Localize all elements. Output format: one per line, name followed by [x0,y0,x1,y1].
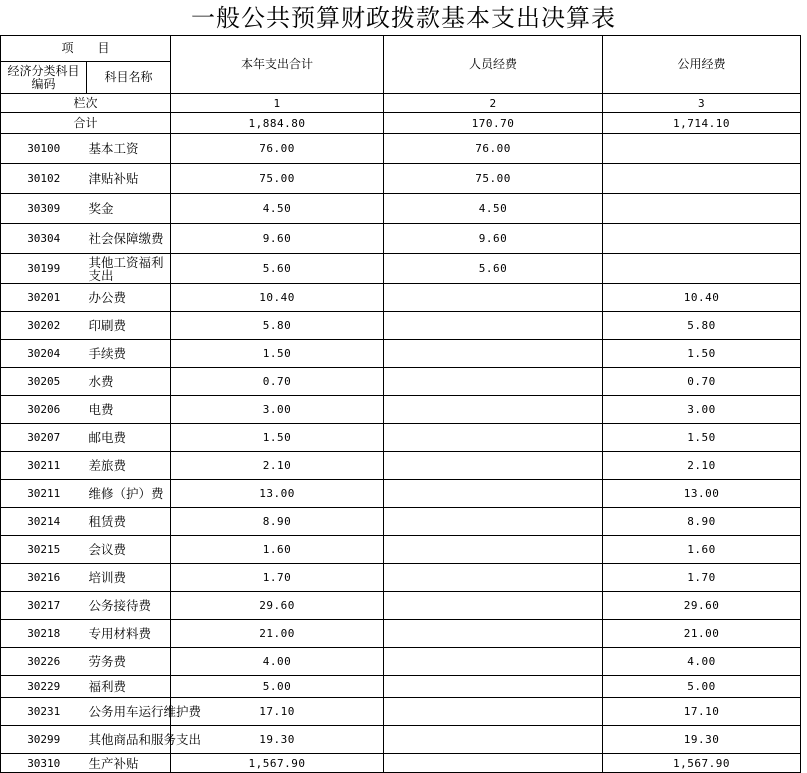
table-row [1,194,801,224]
row-code: 30211 [1,452,87,480]
name-header: 科目名称 [87,62,171,94]
total-row [1,113,801,134]
row-total: 5.00 [171,676,384,698]
row-total: 3.00 [171,396,384,424]
row-code: 30202 [1,312,87,340]
row-personnel [384,726,603,754]
row-public: 1.70 [603,564,801,592]
row-code: 30299 [1,726,87,754]
row-total: 10.40 [171,284,384,312]
row-name: 劳务费 [87,648,171,676]
table-row [1,340,801,368]
row-public [603,194,801,224]
item-header: 项 目 [1,36,171,62]
col-header-public: 公用经费 [603,36,801,94]
row-public: 10.40 [603,284,801,312]
row-name: 奖金 [87,194,171,224]
row-code: 30211 [1,480,87,508]
page-title: 一般公共预算财政拨款基本支出决算表 [191,4,616,32]
row-name: 会议费 [87,536,171,564]
table-row [1,134,801,164]
row-name: 培训费 [87,564,171,592]
row-personnel: 75.00 [384,164,603,194]
row-total: 76.00 [171,134,384,164]
row-total: 19.30 [171,726,384,754]
row-personnel [384,676,603,698]
row-code: 30218 [1,620,87,648]
row-name: 社会保障缴费 [87,224,171,254]
row-public: 5.00 [603,676,801,698]
row-total: 1.70 [171,564,384,592]
table-row [1,676,801,698]
table-row [1,648,801,676]
row-code: 30229 [1,676,87,698]
row-public: 1,567.90 [603,754,801,773]
row-total: 17.10 [171,698,384,726]
row-name: 办公费 [87,284,171,312]
col-header-personnel: 人员经费 [384,36,603,94]
row-public: 0.70 [603,368,801,396]
row-public: 21.00 [603,620,801,648]
table-row [1,726,801,754]
row-name: 专用材料费 [87,620,171,648]
row-public: 5.80 [603,312,801,340]
row-personnel [384,312,603,340]
row-public: 2.10 [603,452,801,480]
table-row [1,164,801,194]
row-name: 基本工资 [87,134,171,164]
row-code: 30217 [1,592,87,620]
row-name: 差旅费 [87,452,171,480]
row-name: 生产补贴 [87,754,171,773]
header-row-top [1,36,801,62]
row-personnel [384,592,603,620]
expenditure-table [0,35,801,773]
row-code: 30204 [1,340,87,368]
row-name: 电费 [87,396,171,424]
column-number-row [1,94,801,113]
row-personnel [384,536,603,564]
row-public: 1.60 [603,536,801,564]
total-public: 1,714.10 [603,113,801,134]
table-row [1,754,801,773]
row-public [603,134,801,164]
row-code: 30102 [1,164,87,194]
row-code: 30206 [1,396,87,424]
row-code: 30100 [1,134,87,164]
table-row [1,284,801,312]
row-total: 1,567.90 [171,754,384,773]
row-total: 5.80 [171,312,384,340]
row-name: 租赁费 [87,508,171,536]
row-personnel [384,754,603,773]
row-personnel: 9.60 [384,224,603,254]
row-personnel [384,620,603,648]
row-total: 29.60 [171,592,384,620]
row-code: 30226 [1,648,87,676]
row-total: 0.70 [171,368,384,396]
total-label: 合计 [1,113,171,134]
row-personnel [384,648,603,676]
row-public: 1.50 [603,340,801,368]
row-personnel: 76.00 [384,134,603,164]
row-personnel [384,564,603,592]
table-row [1,312,801,340]
row-public: 17.10 [603,698,801,726]
row-personnel: 4.50 [384,194,603,224]
row-public [603,164,801,194]
row-public: 4.00 [603,648,801,676]
total-personnel: 170.70 [384,113,603,134]
row-total: 13.00 [171,480,384,508]
row-code: 30201 [1,284,87,312]
column-number-2: 2 [384,94,603,113]
column-number-3: 3 [603,94,801,113]
row-public: 3.00 [603,396,801,424]
table-row [1,698,801,726]
row-total: 4.50 [171,194,384,224]
row-public: 8.90 [603,508,801,536]
table-row [1,424,801,452]
column-number-label: 栏次 [1,94,171,113]
row-name: 公务用车运行维护费 [87,698,171,726]
row-personnel [384,284,603,312]
row-total: 1.50 [171,340,384,368]
code-header: 经济分类科目编码 [1,62,87,94]
row-personnel: 5.60 [384,254,603,284]
row-name: 津贴补贴 [87,164,171,194]
table-row [1,564,801,592]
row-personnel [384,452,603,480]
row-personnel [384,424,603,452]
row-name: 印刷费 [87,312,171,340]
column-number-1: 1 [171,94,384,113]
row-code: 30205 [1,368,87,396]
row-public: 19.30 [603,726,801,754]
row-personnel [384,480,603,508]
row-name: 其他工资福利支出 [87,254,171,284]
row-total: 1.50 [171,424,384,452]
row-personnel [384,396,603,424]
row-name: 水费 [87,368,171,396]
row-code: 30304 [1,224,87,254]
table-row [1,480,801,508]
row-personnel [384,340,603,368]
row-name: 手续费 [87,340,171,368]
row-total: 21.00 [171,620,384,648]
row-personnel [384,698,603,726]
total-amount: 1,884.80 [171,113,384,134]
row-name: 维修（护）费 [87,480,171,508]
table-row [1,224,801,254]
row-code: 30214 [1,508,87,536]
table-row [1,508,801,536]
row-code: 30215 [1,536,87,564]
row-code: 30199 [1,254,87,284]
row-code: 30207 [1,424,87,452]
table-row [1,536,801,564]
row-name: 福利费 [87,676,171,698]
row-name: 邮电费 [87,424,171,452]
row-personnel [384,508,603,536]
row-public [603,224,801,254]
row-total: 75.00 [171,164,384,194]
row-code: 30309 [1,194,87,224]
row-public: 1.50 [603,424,801,452]
row-code: 30310 [1,754,87,773]
row-public [603,254,801,284]
row-code: 30231 [1,698,87,726]
row-name: 公务接待费 [87,592,171,620]
row-total: 8.90 [171,508,384,536]
table-row [1,368,801,396]
row-total: 1.60 [171,536,384,564]
table-row [1,620,801,648]
row-public: 29.60 [603,592,801,620]
row-public: 13.00 [603,480,801,508]
table-row [1,396,801,424]
row-code: 30216 [1,564,87,592]
row-personnel [384,368,603,396]
table-row [1,452,801,480]
table-row [1,592,801,620]
row-total: 2.10 [171,452,384,480]
col-header-total: 本年支出合计 [171,36,384,94]
table-row [1,254,801,284]
row-total: 4.00 [171,648,384,676]
row-total: 9.60 [171,224,384,254]
row-name: 其他商品和服务支出 [87,726,171,754]
row-total: 5.60 [171,254,384,284]
